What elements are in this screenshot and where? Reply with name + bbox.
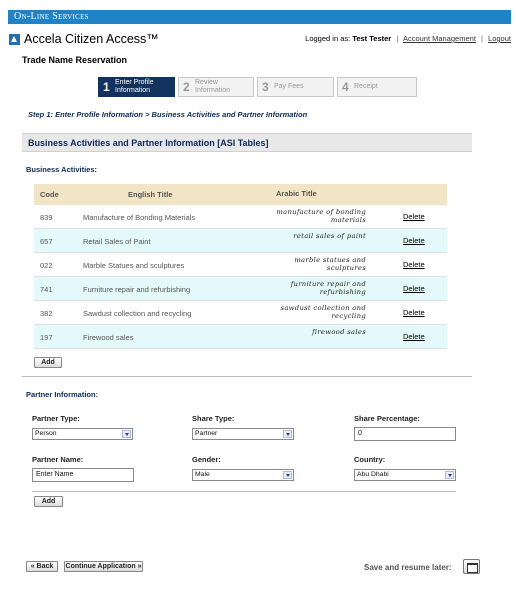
cell-english-title: Manufacture of Bonding Materials	[83, 213, 196, 222]
country-select[interactable]	[354, 469, 456, 481]
step-label: Enter Profile Information	[115, 79, 154, 94]
user-area	[305, 34, 511, 43]
business-activities-table	[34, 184, 447, 349]
cell-arabic-title: firewood sales	[312, 328, 366, 336]
gender-select[interactable]	[192, 469, 294, 481]
separator: |	[396, 34, 399, 43]
share-percentage-value: 0	[358, 430, 362, 437]
cell-code: 741	[40, 285, 53, 294]
cell-arabic-title: manufacture of bonding materials	[276, 208, 366, 224]
divider	[22, 376, 472, 377]
delete-link[interactable]: Delete	[403, 212, 425, 221]
step-4	[337, 77, 417, 97]
partner-name-input[interactable]	[32, 468, 134, 482]
cell-code: 657	[40, 237, 53, 246]
page-title: Trade Name Reservation	[22, 55, 128, 65]
chevron-down-icon	[283, 471, 292, 479]
logged-in-label: Logged in as:	[305, 34, 351, 43]
accela-logo-icon	[9, 34, 20, 45]
delete-link[interactable]: Delete	[403, 308, 425, 317]
step-number: 3	[262, 80, 269, 94]
step-label: Pay Fees	[274, 83, 304, 90]
cell-code: 839	[40, 213, 53, 222]
cell-arabic-title: sawdust collection and recycling	[280, 304, 366, 320]
back-button[interactable]: « Back	[26, 561, 58, 572]
top-banner	[8, 10, 511, 24]
partner-type-select[interactable]	[32, 428, 133, 440]
divider	[32, 491, 456, 492]
save-later-label: Save and resume later:	[364, 563, 452, 572]
table-header	[34, 184, 447, 205]
breadcrumb: Step 1: Enter Profile Information > Business Activities and Partner Information	[28, 110, 308, 119]
share-percentage-input[interactable]	[354, 427, 456, 441]
cell-code: 022	[40, 261, 53, 270]
step-3	[257, 77, 334, 97]
step-2	[178, 77, 254, 97]
table-row	[34, 205, 447, 229]
partner-type-label: Partner Type:	[32, 414, 80, 423]
share-type-value: Partner	[195, 430, 218, 437]
cell-english-title: Sawdust collection and recycling	[83, 309, 192, 318]
cell-arabic-title: retail sales of paint	[293, 232, 366, 240]
country-value: Abu Dhabi	[357, 471, 389, 478]
section-header: Business Activities and Partner Information [ASI Tables]	[22, 133, 472, 152]
banner-title: On-Line Services	[14, 11, 89, 22]
add-partner-button[interactable]: Add	[34, 496, 63, 507]
delete-link[interactable]: Delete	[403, 236, 425, 245]
cell-code: 382	[40, 309, 53, 318]
step-1	[98, 77, 175, 97]
gender-value: Male	[195, 471, 210, 478]
cell-english-title: Furniture repair and refurbishing	[83, 285, 191, 294]
delete-link[interactable]: Delete	[403, 284, 425, 293]
table-row	[34, 253, 447, 277]
chevron-down-icon	[445, 471, 454, 479]
column-header-english: English Title	[128, 190, 173, 199]
partner-name-value: Enter Name	[36, 471, 74, 478]
logout-link[interactable]: Logout	[488, 34, 511, 43]
country-label: Country:	[354, 455, 386, 464]
chevron-down-icon	[283, 430, 292, 438]
cell-english-title: Marble Statues and sculptures	[83, 261, 185, 270]
add-activity-button[interactable]: Add	[34, 357, 62, 368]
step-number: 4	[342, 80, 349, 94]
step-progress	[98, 77, 418, 97]
cell-english-title: Firewood sales	[83, 333, 134, 342]
gender-label: Gender:	[192, 455, 221, 464]
step-label: Receipt	[354, 83, 378, 90]
delete-link[interactable]: Delete	[403, 332, 425, 341]
save-icon[interactable]	[463, 559, 480, 574]
share-type-select[interactable]	[192, 428, 294, 440]
partner-name-label: Partner Name:	[32, 455, 84, 464]
step-number: 2	[183, 80, 190, 94]
cell-arabic-title: furniture repair and refurbishing	[290, 280, 366, 296]
column-header-code: Code	[40, 190, 59, 199]
app-header	[8, 32, 511, 48]
delete-link[interactable]: Delete	[403, 260, 425, 269]
separator: |	[481, 34, 483, 43]
table-row	[34, 277, 447, 301]
step-number: 1	[103, 80, 110, 94]
cell-code: 197	[40, 333, 53, 342]
share-type-label: Share Type:	[192, 414, 235, 423]
table-row	[34, 229, 447, 253]
cell-arabic-title: marble statues and sculptures	[294, 256, 366, 272]
partner-information-label: Partner Information:	[26, 390, 99, 399]
user-name: Test Tester	[352, 34, 392, 43]
cell-english-title: Retail Sales of Paint	[83, 237, 151, 246]
column-header-arabic: Arabic Title	[276, 189, 317, 198]
share-percentage-label: Share Percentage:	[354, 414, 420, 423]
app-title: Accela Citizen Access™	[24, 32, 159, 46]
chevron-down-icon	[122, 430, 131, 438]
continue-application-button[interactable]: Continue Application »	[65, 563, 142, 570]
table-row	[34, 325, 447, 349]
step-label: Review Information	[195, 79, 231, 94]
table-row	[34, 301, 447, 325]
business-activities-label: Business Activities:	[26, 165, 97, 174]
partner-type-value: Person	[35, 430, 57, 437]
account-management-link[interactable]: Account Management	[402, 34, 476, 43]
